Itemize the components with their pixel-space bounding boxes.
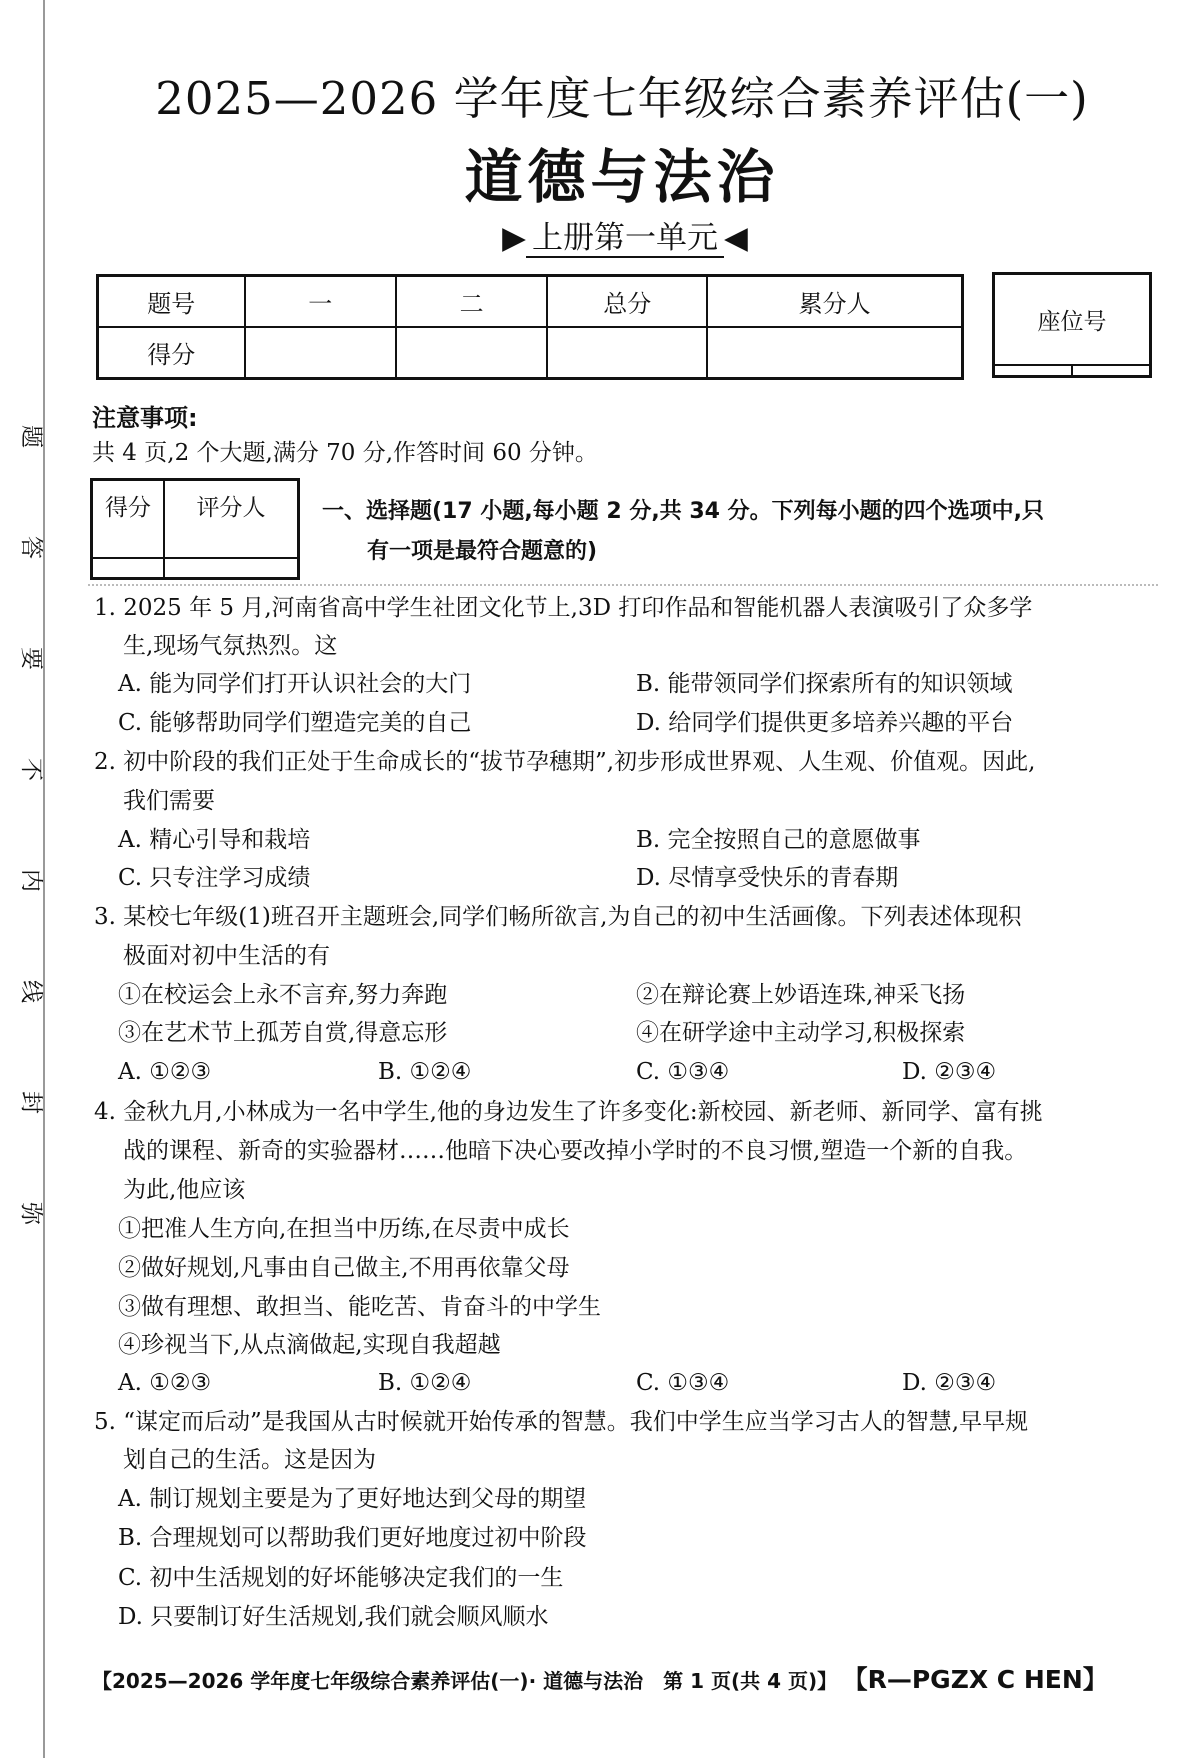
statement-1: ①把准人生方向,在担当中历练,在尽责中成长 [118,1216,570,1242]
notice-title: 注意事项: [92,404,198,432]
question-5-stem: 划自己的生活。这是因为 [123,1447,376,1473]
side-char: 内 [17,869,44,892]
grader-table [90,478,300,580]
seat-number-cell[interactable] [1072,365,1151,376]
seat-number-label: 座位号 [994,274,1151,366]
score-input-cell[interactable] [547,327,707,379]
option-d[interactable]: D. 给同学们提供更多培养兴趣的平台 [636,710,1014,736]
option-c[interactable]: C. ①③④ [636,1370,730,1396]
statement-3: ③在艺术节上孤芳自赏,得意忘形 [118,1020,448,1046]
option-c[interactable]: C. ①③④ [636,1059,730,1085]
grader-name-cell[interactable] [164,558,299,578]
statement-1: ①在校运会上永不言弃,努力奔跑 [118,982,448,1008]
option-c[interactable]: C. 初中生活规划的好坏能够决定我们的一生 [118,1565,564,1591]
seat-number-table [992,272,1152,378]
question-4-stem: 为此,他应该 [123,1177,246,1203]
option-a[interactable]: A. ①②③ [118,1370,212,1396]
option-c[interactable]: C. 能够帮助同学们塑造完美的自己 [118,710,472,736]
statement-4: ④在研学途中主动学习,积极探索 [636,1020,966,1046]
statement-2: ②做好规划,凡事由自己做主,不用再依靠父母 [118,1255,570,1281]
right-arrow-icon: ▶ [502,220,526,256]
option-a[interactable]: A. 精心引导和栽培 [118,827,311,853]
grader-score-cell[interactable] [92,558,164,578]
option-a[interactable]: A. 能为同学们打开认识社会的大门 [118,671,472,697]
option-a[interactable]: A. ①②③ [118,1059,212,1085]
binding-margin-text [16,420,50,1230]
score-header-cell: 题号 [98,276,245,328]
statement-3: ③做有理想、敢担当、能吃苦、肯奋斗的中学生 [118,1294,601,1320]
score-input-cell[interactable] [707,327,962,379]
section-title-line: 一、选择题(17 小题,每小题 2 分,共 34 分。下列每小题的四个选项中,只 [322,499,1044,524]
grader-label: 评分人 [164,480,299,559]
option-a[interactable]: A. 制订规划主要是为了更好地达到父母的期望 [118,1486,587,1512]
dotted-divider [88,584,1158,586]
score-header-cell: 二 [396,276,547,328]
question-1-stem: 生,现场气氛热烈。这 [123,633,338,659]
score-table [96,274,964,380]
question-2-stem: 2. 初中阶段的我们正处于生命成长的“拔节孕穗期”,初步形成世界观、人生观、价值观。因此, [94,749,1036,775]
option-b[interactable]: B. ①②④ [378,1059,472,1085]
statement-4: ④珍视当下,从点滴做起,实现自我超越 [118,1332,501,1358]
unit-label: 上册第一单元 [526,220,724,258]
footer-code: 【R—PGZX C HEN】 [855,1665,1108,1694]
score-row-label: 得分 [98,327,245,379]
statement-2: ②在辩论赛上妙语连珠,神采飞扬 [636,982,966,1008]
option-b[interactable]: B. ①②④ [378,1370,472,1396]
question-3-stem: 3. 某校七年级(1)班召开主题班会,同学们畅所欲言,为自己的初中生活画像。下列表述体现积 [94,904,1022,930]
option-d[interactable]: D. 只要制订好生活规划,我们就会顺风顺水 [118,1604,549,1630]
score-input-cell[interactable] [245,327,396,379]
side-char: 不 [17,758,44,781]
section-1-title [322,492,1160,572]
option-d[interactable]: D. ②③④ [902,1370,997,1396]
page-footer [92,1660,1162,1696]
left-arrow-icon: ◀ [724,220,748,256]
option-b[interactable]: B. 完全按照自己的意愿做事 [636,827,921,853]
seat-number-cell[interactable] [994,365,1073,376]
section-title-line: 有一项是最符合题意的) [367,539,598,564]
question-2-stem: 我们需要 [123,788,215,814]
exam-title: 2025—2026 学年度七年级综合素养评估(一) [155,72,1089,125]
side-char: 弥 [17,1202,44,1225]
side-char: 题 [17,425,44,448]
question-5-stem: 5. “谋定而后动”是我国从古时候就开始传承的智慧。我们中学生应当学习古人的智慧,早早规 [94,1409,1029,1435]
score-header-cell: 一 [245,276,396,328]
option-d[interactable]: D. 尽情享受快乐的青春期 [636,865,899,891]
subject-title: 道德与法治 [464,143,780,211]
question-4-stem: 4. 金秋九月,小林成为一名中学生,他的身边发生了许多变化:新校园、新老师、新同学、富有挑 [94,1099,1043,1125]
question-3-stem: 极面对初中生活的有 [123,943,330,969]
footer-text: 【2025—2026 学年度七年级综合素养评估(一)· 道德与法治 第 1 页(共 4 页)】 [92,1669,838,1693]
option-b[interactable]: B. 能带领同学们探索所有的知识领域 [636,671,1013,697]
question-1-stem: 1. 2025 年 5 月,河南省高中学生社团文化节上,3D 打印作品和智能机器人表演吸引了众多学 [94,595,1033,621]
score-input-cell[interactable] [396,327,547,379]
side-char: 封 [17,1091,44,1114]
option-c[interactable]: C. 只专注学习成绩 [118,865,311,891]
option-d[interactable]: D. ②③④ [902,1059,997,1085]
score-header-cell: 累分人 [707,276,962,328]
question-4-stem: 战的课程、新奇的实验器材……他暗下决心要改掉小学时的不良习惯,塑造一个新的自我。 [123,1138,1028,1164]
option-b[interactable]: B. 合理规划可以帮助我们更好地度过初中阶段 [118,1525,587,1551]
side-char: 答 [17,536,44,559]
side-char: 线 [17,980,44,1003]
unit-label-wrap [475,212,775,257]
notice-text: 共 4 页,2 个大题,满分 70 分,作答时间 60 分钟。 [92,440,598,466]
side-char: 要 [17,647,44,670]
score-header-cell: 总分 [547,276,707,328]
grader-score-label: 得分 [92,480,164,559]
